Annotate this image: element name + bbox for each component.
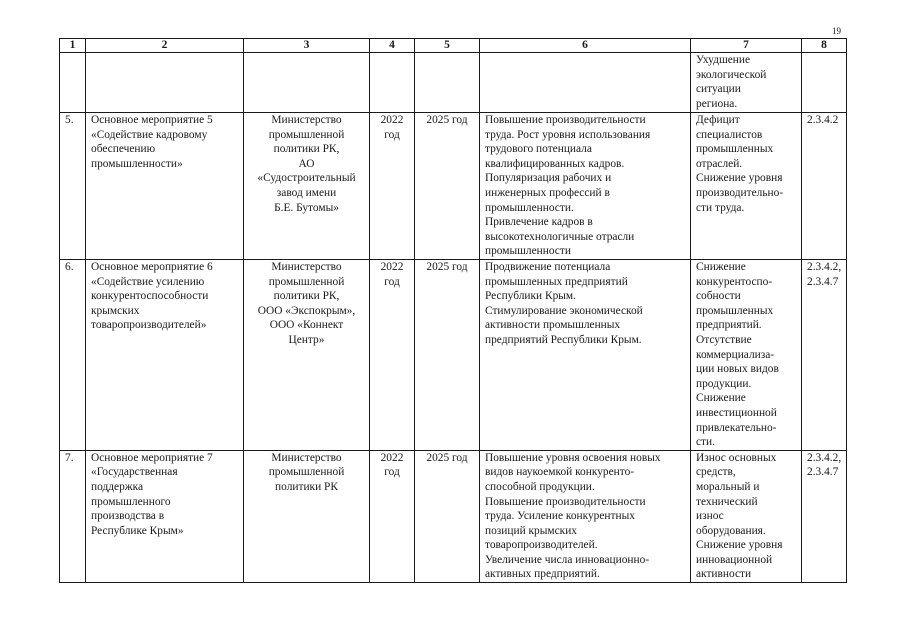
indicator-link-line: 2.3.4.2, — [807, 451, 842, 464]
event-title-line: «Содействие кадровому — [91, 128, 208, 141]
event-title-line: Основное мероприятие 5 — [91, 114, 213, 126]
start-year-line: год — [384, 128, 400, 141]
table-row — [60, 450, 847, 582]
executor-line: Б.Е. Бутомы» — [274, 201, 339, 214]
header-col-2: 2 — [86, 39, 244, 53]
consequence-line: производительно- — [696, 186, 784, 199]
expected-result-line: труда. Усиление конкурентных — [485, 510, 635, 523]
event-title-cell — [86, 53, 244, 113]
consequence-line: инвестиционной — [696, 406, 777, 419]
consequence-line: износ — [696, 510, 724, 523]
table-row — [60, 53, 847, 113]
expected-result-line: способной продукции. — [485, 480, 595, 493]
row-number-cell — [60, 450, 86, 582]
event-title-line: товаропроизводителей» — [91, 319, 207, 332]
event-title-cell — [86, 113, 244, 260]
header-col-3: 3 — [244, 39, 370, 53]
executor-cell — [244, 53, 370, 113]
consequence-line: моральный и — [696, 480, 760, 493]
expected-result-line: промышленности — [485, 245, 571, 258]
executor-line: «Судостроительный — [257, 172, 356, 185]
row-number-text: 5. — [65, 114, 74, 126]
end-year-cell — [415, 53, 480, 113]
end-year-text: 2025 год — [426, 261, 468, 273]
executor-line: Министерство — [271, 261, 342, 273]
expected-result-line: высокотехнологичные отрасли — [485, 230, 635, 243]
executor-line: завод имени — [276, 186, 337, 199]
executor-line: промышленной — [268, 128, 345, 141]
consequence-line: продукции. — [696, 377, 752, 390]
consequence-line: технический — [696, 495, 758, 508]
expected-result-cell — [480, 53, 691, 113]
event-title-line: Республике Крым» — [91, 524, 184, 537]
executor-line: политики РК, — [273, 143, 340, 156]
end-year-text: 2025 год — [426, 114, 468, 126]
expected-result-line: трудового потенциала — [485, 143, 592, 156]
executor-line: Министерство — [271, 451, 342, 464]
consequence-cell — [691, 260, 802, 451]
consequence-line: активности — [696, 568, 752, 581]
event-title-cell — [86, 260, 244, 451]
indicator-link-line: 2.3.4.2, — [807, 261, 842, 273]
consequence-line: ции новых видов — [696, 363, 779, 376]
event-title-line: Основное мероприятие 6 — [91, 261, 213, 273]
consequence-line: отраслей. — [696, 157, 743, 170]
consequence-line: Дефицит — [696, 114, 740, 126]
end-year-cell — [415, 450, 480, 582]
expected-result-line: промышленности. — [485, 201, 574, 214]
row-number-cell — [60, 113, 86, 260]
start-year-cell — [370, 113, 415, 260]
start-year-line: 2022 — [380, 261, 404, 273]
expected-result-cell — [480, 260, 691, 451]
consequence-line: сти. — [696, 436, 715, 449]
event-title-line: «Содействие усилению — [91, 275, 205, 288]
consequence-line: Снижение — [696, 392, 746, 405]
event-title-line: конкурентоспособности — [91, 290, 209, 303]
expected-result-line: труда. Рост уровня использования — [485, 128, 651, 141]
header-col-6: 6 — [480, 39, 691, 53]
consequence-line: сти труда. — [696, 201, 745, 214]
executor-cell — [244, 113, 370, 260]
start-year-cell — [370, 260, 415, 451]
consequence-line: привлекательно- — [696, 421, 777, 434]
executor-line: ООО «Экспокрым», — [257, 304, 356, 317]
consequence-line: Снижение уровня — [696, 172, 783, 185]
indicator-link-cell — [802, 450, 847, 582]
row-number-text: 6. — [65, 261, 74, 273]
start-year-line: год — [384, 275, 400, 288]
start-year-cell — [370, 53, 415, 113]
executor-line: политики РК, — [273, 290, 340, 303]
table-row — [60, 260, 847, 451]
consequence-line: средств, — [696, 466, 736, 479]
executor-line: политики РК — [275, 480, 338, 493]
table-row — [60, 113, 847, 260]
indicator-link-line: 2.3.4.7 — [807, 466, 839, 479]
consequence-line: инновационной — [696, 553, 773, 566]
start-year-line: год — [384, 466, 400, 479]
expected-result-line: квалифицированных кадров. — [485, 157, 625, 170]
row-number-cell — [60, 53, 86, 113]
expected-result-line: Республики Крым. — [485, 290, 576, 303]
consequence-line: региона. — [696, 97, 738, 110]
expected-result-line: предприятий Республики Крым. — [485, 333, 642, 346]
end-year-cell — [415, 113, 480, 260]
header-col-1: 1 — [60, 39, 86, 53]
consequence-line: Снижение уровня — [696, 539, 783, 552]
expected-result-line: активных предприятий. — [485, 568, 600, 581]
executor-cell — [244, 450, 370, 582]
event-title-line: «Государственная — [91, 466, 178, 479]
consequence-line: собности — [696, 290, 741, 303]
event-title-cell — [86, 450, 244, 582]
start-year-line: 2022 — [380, 451, 404, 464]
executor-line: ООО «Коннект — [269, 319, 344, 332]
consequence-cell — [691, 53, 802, 113]
consequence-line: промышленных — [696, 304, 774, 317]
end-year-cell — [415, 260, 480, 451]
indicator-link-line: 2.3.4.7 — [807, 275, 839, 288]
expected-result-line: Стимулирование экономической — [485, 304, 643, 317]
row-number-text: 7. — [65, 451, 74, 464]
end-year-text: 2025 год — [426, 451, 468, 464]
row-number-cell — [60, 260, 86, 451]
header-col-5: 5 — [415, 39, 480, 53]
executor-line: промышленной — [268, 466, 345, 479]
consequence-line: коммерциализа- — [696, 348, 775, 361]
expected-result-line: видов наукоемкой конкуренто- — [485, 466, 635, 479]
consequence-line: конкурентоспо- — [696, 275, 773, 288]
expected-result-line: Повышение уровня освоения новых — [485, 451, 661, 464]
header-row — [60, 39, 847, 53]
expected-result-line: Популяризация рабочих и — [485, 172, 612, 185]
header-col-4: 4 — [370, 39, 415, 53]
expected-result-line: активности промышленных — [485, 319, 621, 332]
header-col-7: 7 — [691, 39, 802, 53]
start-year-cell — [370, 450, 415, 582]
expected-result-cell — [480, 113, 691, 260]
executor-line: Центр» — [288, 333, 325, 346]
executor-cell — [244, 260, 370, 451]
executor-line: промышленной — [268, 275, 345, 288]
expected-result-line: инженерных профессий в — [485, 186, 610, 199]
executor-line: АО — [298, 157, 315, 170]
indicator-link-cell — [802, 53, 847, 113]
consequence-line: ситуации — [696, 83, 741, 96]
indicator-link-cell — [802, 260, 847, 451]
indicator-link-cell — [802, 113, 847, 260]
expected-result-cell — [480, 450, 691, 582]
event-title-line: поддержка — [91, 480, 144, 493]
event-title-line: промышленности» — [91, 157, 183, 170]
expected-result-line: позиций крымских — [485, 524, 577, 537]
expected-result-line: Повышение производительности — [485, 114, 646, 126]
consequence-line: промышленных — [696, 143, 774, 156]
header-col-8: 8 — [802, 39, 847, 53]
consequence-cell — [691, 450, 802, 582]
event-title-line: промышленного — [91, 495, 171, 508]
consequence-line: Отсутствие — [696, 333, 752, 346]
indicator-link-line: 2.3.4.2 — [807, 114, 839, 126]
expected-result-line: промышленных предприятий — [485, 275, 628, 288]
executor-line: Министерство — [271, 114, 342, 126]
event-title-line: обеспечению — [91, 143, 156, 156]
event-title-line: Основное мероприятие 7 — [91, 451, 213, 464]
consequence-line: Ухудшение — [696, 54, 751, 66]
consequence-line: экологической — [696, 68, 767, 81]
expected-result-line: товаропроизводителей. — [485, 539, 598, 552]
consequence-line: специалистов — [696, 128, 763, 141]
consequence-line: Износ основных — [696, 451, 777, 464]
consequence-cell — [691, 113, 802, 260]
consequence-line: предприятий. — [696, 319, 762, 332]
event-title-line: крымских — [91, 304, 140, 317]
consequence-line: оборудования. — [696, 524, 766, 537]
event-title-line: производства в — [91, 510, 165, 523]
measures-table — [59, 38, 847, 583]
expected-result-line: Продвижение потенциала — [485, 261, 611, 273]
start-year-line: 2022 — [380, 114, 404, 126]
expected-result-line: Привлечение кадров в — [485, 216, 593, 229]
expected-result-line: Повышение производительности — [485, 495, 646, 508]
expected-result-line: Увеличение числа инновационно- — [485, 553, 650, 566]
consequence-line: Снижение — [696, 261, 746, 273]
page-number: 19 — [832, 26, 841, 36]
